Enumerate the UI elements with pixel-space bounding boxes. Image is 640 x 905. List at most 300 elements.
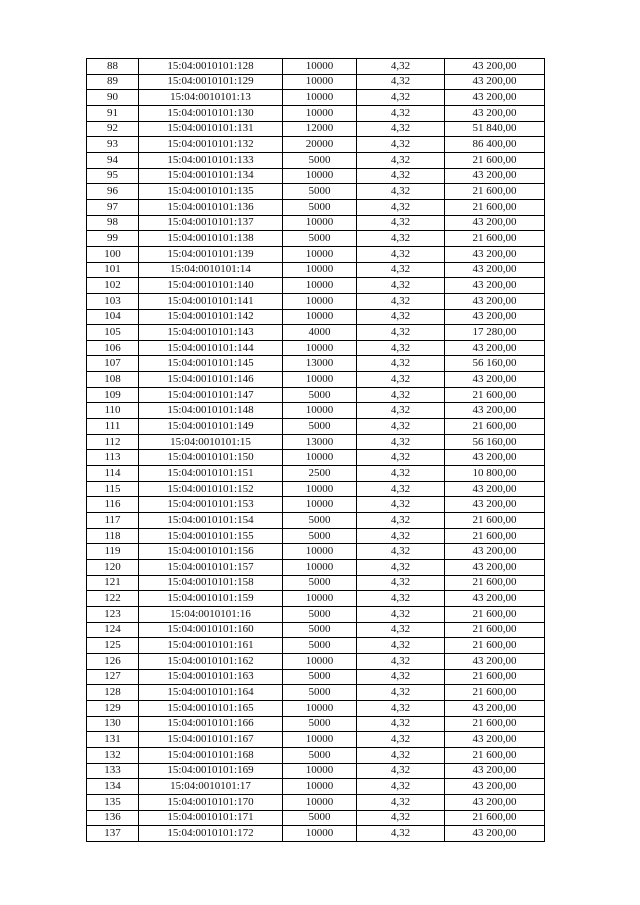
- table-row: [87, 434, 545, 450]
- table-row: [87, 74, 545, 90]
- cadastral-number-cell: 15:04:0010101:143: [139, 325, 283, 341]
- row-number-cell: 117: [87, 513, 139, 529]
- price-cell: 4,32: [357, 121, 445, 137]
- row-number-cell: 113: [87, 450, 139, 466]
- cadastral-number-cell: 15:04:0010101:171: [139, 810, 283, 826]
- table-row: [87, 763, 545, 779]
- table-row: [87, 90, 545, 106]
- price-cell: 4,32: [357, 152, 445, 168]
- price-cell: 4,32: [357, 716, 445, 732]
- area-cell: 5000: [283, 152, 357, 168]
- area-cell: 10000: [283, 560, 357, 576]
- price-cell: 4,32: [357, 747, 445, 763]
- sum-cell: 86 400,00: [445, 137, 545, 153]
- cadastral-number-cell: 15:04:0010101:138: [139, 231, 283, 247]
- price-cell: 4,32: [357, 497, 445, 513]
- table-row: [87, 356, 545, 372]
- price-cell: 4,32: [357, 340, 445, 356]
- table-row: [87, 246, 545, 262]
- table-body: [87, 59, 545, 842]
- price-cell: 4,32: [357, 215, 445, 231]
- table-row: [87, 105, 545, 121]
- table-row: [87, 622, 545, 638]
- table-row: [87, 137, 545, 153]
- row-number-cell: 128: [87, 685, 139, 701]
- cadastral-number-cell: 15:04:0010101:162: [139, 653, 283, 669]
- cadastral-number-cell: 15:04:0010101:144: [139, 340, 283, 356]
- sum-cell: 21 600,00: [445, 575, 545, 591]
- price-cell: 4,32: [357, 481, 445, 497]
- table-row: [87, 497, 545, 513]
- cadastral-number-cell: 15:04:0010101:169: [139, 763, 283, 779]
- area-cell: 12000: [283, 121, 357, 137]
- cadastral-number-cell: 15:04:0010101:152: [139, 481, 283, 497]
- area-cell: 5000: [283, 606, 357, 622]
- sum-cell: 43 200,00: [445, 450, 545, 466]
- area-cell: 10000: [283, 105, 357, 121]
- area-cell: 2500: [283, 466, 357, 482]
- area-cell: 10000: [283, 481, 357, 497]
- table-row: [87, 387, 545, 403]
- row-number-cell: 92: [87, 121, 139, 137]
- row-number-cell: 122: [87, 591, 139, 607]
- cadastral-number-cell: 15:04:0010101:131: [139, 121, 283, 137]
- price-cell: 4,32: [357, 591, 445, 607]
- table-row: [87, 59, 545, 75]
- cadastral-number-cell: 15:04:0010101:136: [139, 199, 283, 215]
- row-number-cell: 107: [87, 356, 139, 372]
- area-cell: 5000: [283, 528, 357, 544]
- table-row: [87, 685, 545, 701]
- price-cell: 4,32: [357, 403, 445, 419]
- cadastral-number-cell: 15:04:0010101:166: [139, 716, 283, 732]
- sum-cell: 43 200,00: [445, 262, 545, 278]
- sum-cell: 43 200,00: [445, 826, 545, 842]
- row-number-cell: 91: [87, 105, 139, 121]
- area-cell: 10000: [283, 340, 357, 356]
- cadastral-number-cell: 15:04:0010101:16: [139, 606, 283, 622]
- area-cell: 13000: [283, 356, 357, 372]
- row-number-cell: 88: [87, 59, 139, 75]
- price-cell: 4,32: [357, 199, 445, 215]
- sum-cell: 43 200,00: [445, 293, 545, 309]
- area-cell: 5000: [283, 513, 357, 529]
- area-cell: 10000: [283, 544, 357, 560]
- row-number-cell: 136: [87, 810, 139, 826]
- sum-cell: 43 200,00: [445, 560, 545, 576]
- sum-cell: 43 200,00: [445, 278, 545, 294]
- row-number-cell: 123: [87, 606, 139, 622]
- row-number-cell: 127: [87, 669, 139, 685]
- sum-cell: 43 200,00: [445, 372, 545, 388]
- sum-cell: 21 600,00: [445, 638, 545, 654]
- price-cell: 4,32: [357, 74, 445, 90]
- row-number-cell: 132: [87, 747, 139, 763]
- table-row: [87, 591, 545, 607]
- price-cell: 4,32: [357, 293, 445, 309]
- area-cell: 5000: [283, 184, 357, 200]
- row-number-cell: 120: [87, 560, 139, 576]
- area-cell: 10000: [283, 215, 357, 231]
- area-cell: 5000: [283, 685, 357, 701]
- cadastral-number-cell: 15:04:0010101:146: [139, 372, 283, 388]
- cadastral-number-cell: 15:04:0010101:161: [139, 638, 283, 654]
- row-number-cell: 98: [87, 215, 139, 231]
- price-cell: 4,32: [357, 434, 445, 450]
- cadastral-number-cell: 15:04:0010101:163: [139, 669, 283, 685]
- table-row: [87, 606, 545, 622]
- price-cell: 4,32: [357, 653, 445, 669]
- cadastral-number-cell: 15:04:0010101:156: [139, 544, 283, 560]
- area-cell: 10000: [283, 372, 357, 388]
- table-row: [87, 199, 545, 215]
- sum-cell: 43 200,00: [445, 59, 545, 75]
- price-cell: 4,32: [357, 387, 445, 403]
- price-cell: 4,32: [357, 669, 445, 685]
- cadastral-number-cell: 15:04:0010101:145: [139, 356, 283, 372]
- cadastral-number-cell: 15:04:0010101:130: [139, 105, 283, 121]
- area-cell: 10000: [283, 403, 357, 419]
- cadastral-number-cell: 15:04:0010101:168: [139, 747, 283, 763]
- table-row: [87, 826, 545, 842]
- sum-cell: 21 600,00: [445, 184, 545, 200]
- sum-cell: 17 280,00: [445, 325, 545, 341]
- area-cell: 10000: [283, 309, 357, 325]
- area-cell: 10000: [283, 591, 357, 607]
- price-cell: 4,32: [357, 184, 445, 200]
- table-row: [87, 716, 545, 732]
- area-cell: 10000: [283, 74, 357, 90]
- sum-cell: 43 200,00: [445, 246, 545, 262]
- cadastral-number-cell: 15:04:0010101:135: [139, 184, 283, 200]
- cadastral-number-cell: 15:04:0010101:167: [139, 732, 283, 748]
- sum-cell: 43 200,00: [445, 732, 545, 748]
- cadastral-number-cell: 15:04:0010101:139: [139, 246, 283, 262]
- area-cell: 10000: [283, 246, 357, 262]
- row-number-cell: 108: [87, 372, 139, 388]
- cadastral-number-cell: 15:04:0010101:14: [139, 262, 283, 278]
- row-number-cell: 115: [87, 481, 139, 497]
- cadastral-number-cell: 15:04:0010101:128: [139, 59, 283, 75]
- price-cell: 4,32: [357, 622, 445, 638]
- cadastral-number-cell: 15:04:0010101:150: [139, 450, 283, 466]
- sum-cell: 43 200,00: [445, 309, 545, 325]
- area-cell: 10000: [283, 262, 357, 278]
- row-number-cell: 116: [87, 497, 139, 513]
- price-cell: 4,32: [357, 356, 445, 372]
- row-number-cell: 93: [87, 137, 139, 153]
- price-cell: 4,32: [357, 732, 445, 748]
- table-row: [87, 278, 545, 294]
- cadastral-number-cell: 15:04:0010101:159: [139, 591, 283, 607]
- table-row: [87, 293, 545, 309]
- sum-cell: 43 200,00: [445, 700, 545, 716]
- cadastral-number-cell: 15:04:0010101:141: [139, 293, 283, 309]
- sum-cell: 43 200,00: [445, 779, 545, 795]
- area-cell: 10000: [283, 700, 357, 716]
- price-cell: 4,32: [357, 168, 445, 184]
- sum-cell: 43 200,00: [445, 215, 545, 231]
- price-cell: 4,32: [357, 575, 445, 591]
- table-row: [87, 513, 545, 529]
- area-cell: 10000: [283, 168, 357, 184]
- row-number-cell: 106: [87, 340, 139, 356]
- area-cell: 10000: [283, 59, 357, 75]
- price-cell: 4,32: [357, 59, 445, 75]
- table-row: [87, 528, 545, 544]
- area-cell: 5000: [283, 387, 357, 403]
- price-cell: 4,32: [357, 105, 445, 121]
- row-number-cell: 102: [87, 278, 139, 294]
- table-row: [87, 466, 545, 482]
- row-number-cell: 104: [87, 309, 139, 325]
- price-cell: 4,32: [357, 325, 445, 341]
- area-cell: 10000: [283, 450, 357, 466]
- cadastral-number-cell: 15:04:0010101:133: [139, 152, 283, 168]
- sum-cell: 43 200,00: [445, 544, 545, 560]
- area-cell: 10000: [283, 653, 357, 669]
- table-row: [87, 121, 545, 137]
- row-number-cell: 89: [87, 74, 139, 90]
- row-number-cell: 134: [87, 779, 139, 795]
- area-cell: 10000: [283, 732, 357, 748]
- price-cell: 4,32: [357, 90, 445, 106]
- price-cell: 4,32: [357, 560, 445, 576]
- price-cell: 4,32: [357, 700, 445, 716]
- price-cell: 4,32: [357, 810, 445, 826]
- sum-cell: 43 200,00: [445, 653, 545, 669]
- table-row: [87, 560, 545, 576]
- sum-cell: 43 200,00: [445, 497, 545, 513]
- cadastral-number-cell: 15:04:0010101:142: [139, 309, 283, 325]
- table-row: [87, 152, 545, 168]
- area-cell: 5000: [283, 622, 357, 638]
- area-cell: 5000: [283, 810, 357, 826]
- price-cell: 4,32: [357, 794, 445, 810]
- price-cell: 4,32: [357, 826, 445, 842]
- table-row: [87, 372, 545, 388]
- sum-cell: 21 600,00: [445, 669, 545, 685]
- price-cell: 4,32: [357, 309, 445, 325]
- price-cell: 4,32: [357, 231, 445, 247]
- row-number-cell: 118: [87, 528, 139, 544]
- sum-cell: 43 200,00: [445, 794, 545, 810]
- table-row: [87, 575, 545, 591]
- area-cell: 10000: [283, 278, 357, 294]
- land-parcel-table: [86, 58, 545, 842]
- row-number-cell: 125: [87, 638, 139, 654]
- area-cell: 5000: [283, 575, 357, 591]
- row-number-cell: 96: [87, 184, 139, 200]
- area-cell: 10000: [283, 90, 357, 106]
- cadastral-number-cell: 15:04:0010101:132: [139, 137, 283, 153]
- price-cell: 4,32: [357, 638, 445, 654]
- sum-cell: 21 600,00: [445, 152, 545, 168]
- price-cell: 4,32: [357, 606, 445, 622]
- sum-cell: 10 800,00: [445, 466, 545, 482]
- table-row: [87, 747, 545, 763]
- area-cell: 13000: [283, 434, 357, 450]
- price-cell: 4,32: [357, 246, 445, 262]
- table-row: [87, 481, 545, 497]
- price-cell: 4,32: [357, 685, 445, 701]
- sum-cell: 43 200,00: [445, 340, 545, 356]
- price-cell: 4,32: [357, 137, 445, 153]
- row-number-cell: 124: [87, 622, 139, 638]
- price-cell: 4,32: [357, 419, 445, 435]
- table-row: [87, 450, 545, 466]
- sum-cell: 43 200,00: [445, 403, 545, 419]
- cadastral-number-cell: 15:04:0010101:137: [139, 215, 283, 231]
- price-cell: 4,32: [357, 466, 445, 482]
- area-cell: 4000: [283, 325, 357, 341]
- row-number-cell: 109: [87, 387, 139, 403]
- table-row: [87, 669, 545, 685]
- sum-cell: 43 200,00: [445, 481, 545, 497]
- table-row: [87, 419, 545, 435]
- table-row: [87, 794, 545, 810]
- sum-cell: 21 600,00: [445, 810, 545, 826]
- area-cell: 10000: [283, 497, 357, 513]
- price-cell: 4,32: [357, 763, 445, 779]
- table-row: [87, 262, 545, 278]
- cadastral-number-cell: 15:04:0010101:149: [139, 419, 283, 435]
- sum-cell: 56 160,00: [445, 434, 545, 450]
- table-row: [87, 779, 545, 795]
- row-number-cell: 99: [87, 231, 139, 247]
- row-number-cell: 111: [87, 419, 139, 435]
- cadastral-number-cell: 15:04:0010101:158: [139, 575, 283, 591]
- area-cell: 10000: [283, 779, 357, 795]
- table-row: [87, 340, 545, 356]
- area-cell: 5000: [283, 199, 357, 215]
- sum-cell: 43 200,00: [445, 105, 545, 121]
- row-number-cell: 126: [87, 653, 139, 669]
- row-number-cell: 129: [87, 700, 139, 716]
- cadastral-number-cell: 15:04:0010101:134: [139, 168, 283, 184]
- price-cell: 4,32: [357, 372, 445, 388]
- table-row: [87, 544, 545, 560]
- cadastral-number-cell: 15:04:0010101:157: [139, 560, 283, 576]
- area-cell: 5000: [283, 231, 357, 247]
- sum-cell: 21 600,00: [445, 199, 545, 215]
- row-number-cell: 105: [87, 325, 139, 341]
- row-number-cell: 110: [87, 403, 139, 419]
- sum-cell: 21 600,00: [445, 622, 545, 638]
- price-cell: 4,32: [357, 513, 445, 529]
- row-number-cell: 103: [87, 293, 139, 309]
- area-cell: 5000: [283, 716, 357, 732]
- row-number-cell: 114: [87, 466, 139, 482]
- row-number-cell: 112: [87, 434, 139, 450]
- cadastral-number-cell: 15:04:0010101:153: [139, 497, 283, 513]
- cadastral-number-cell: 15:04:0010101:155: [139, 528, 283, 544]
- sum-cell: 21 600,00: [445, 606, 545, 622]
- price-cell: 4,32: [357, 544, 445, 560]
- area-cell: 5000: [283, 747, 357, 763]
- price-cell: 4,32: [357, 528, 445, 544]
- row-number-cell: 121: [87, 575, 139, 591]
- cadastral-number-cell: 15:04:0010101:165: [139, 700, 283, 716]
- sum-cell: 51 840,00: [445, 121, 545, 137]
- cadastral-number-cell: 15:04:0010101:15: [139, 434, 283, 450]
- sum-cell: 21 600,00: [445, 513, 545, 529]
- row-number-cell: 119: [87, 544, 139, 560]
- cadastral-number-cell: 15:04:0010101:17: [139, 779, 283, 795]
- price-cell: 4,32: [357, 779, 445, 795]
- row-number-cell: 94: [87, 152, 139, 168]
- area-cell: 5000: [283, 638, 357, 654]
- row-number-cell: 101: [87, 262, 139, 278]
- table-row: [87, 231, 545, 247]
- row-number-cell: 95: [87, 168, 139, 184]
- cadastral-number-cell: 15:04:0010101:151: [139, 466, 283, 482]
- table-row: [87, 700, 545, 716]
- sum-cell: 21 600,00: [445, 387, 545, 403]
- cadastral-number-cell: 15:04:0010101:172: [139, 826, 283, 842]
- table-row: [87, 325, 545, 341]
- row-number-cell: 130: [87, 716, 139, 732]
- cadastral-number-cell: 15:04:0010101:129: [139, 74, 283, 90]
- row-number-cell: 137: [87, 826, 139, 842]
- row-number-cell: 97: [87, 199, 139, 215]
- table-row: [87, 215, 545, 231]
- cadastral-number-cell: 15:04:0010101:164: [139, 685, 283, 701]
- area-cell: 10000: [283, 293, 357, 309]
- cadastral-number-cell: 15:04:0010101:154: [139, 513, 283, 529]
- sum-cell: 21 600,00: [445, 685, 545, 701]
- cadastral-number-cell: 15:04:0010101:148: [139, 403, 283, 419]
- table-row: [87, 638, 545, 654]
- sum-cell: 43 200,00: [445, 90, 545, 106]
- area-cell: 20000: [283, 137, 357, 153]
- cadastral-number-cell: 15:04:0010101:170: [139, 794, 283, 810]
- cadastral-number-cell: 15:04:0010101:160: [139, 622, 283, 638]
- table-row: [87, 732, 545, 748]
- table-row: [87, 653, 545, 669]
- row-number-cell: 100: [87, 246, 139, 262]
- cadastral-number-cell: 15:04:0010101:13: [139, 90, 283, 106]
- cadastral-number-cell: 15:04:0010101:140: [139, 278, 283, 294]
- table-row: [87, 184, 545, 200]
- sum-cell: 21 600,00: [445, 231, 545, 247]
- sum-cell: 21 600,00: [445, 528, 545, 544]
- row-number-cell: 135: [87, 794, 139, 810]
- price-cell: 4,32: [357, 278, 445, 294]
- table-row: [87, 309, 545, 325]
- area-cell: 10000: [283, 763, 357, 779]
- sum-cell: 21 600,00: [445, 747, 545, 763]
- row-number-cell: 133: [87, 763, 139, 779]
- sum-cell: 21 600,00: [445, 716, 545, 732]
- cadastral-number-cell: 15:04:0010101:147: [139, 387, 283, 403]
- sum-cell: 43 200,00: [445, 74, 545, 90]
- row-number-cell: 131: [87, 732, 139, 748]
- sum-cell: 43 200,00: [445, 168, 545, 184]
- table-row: [87, 403, 545, 419]
- sum-cell: 43 200,00: [445, 763, 545, 779]
- price-cell: 4,32: [357, 262, 445, 278]
- area-cell: 10000: [283, 826, 357, 842]
- area-cell: 10000: [283, 794, 357, 810]
- price-cell: 4,32: [357, 450, 445, 466]
- table-row: [87, 168, 545, 184]
- table-row: [87, 810, 545, 826]
- area-cell: 5000: [283, 669, 357, 685]
- sum-cell: 56 160,00: [445, 356, 545, 372]
- row-number-cell: 90: [87, 90, 139, 106]
- area-cell: 5000: [283, 419, 357, 435]
